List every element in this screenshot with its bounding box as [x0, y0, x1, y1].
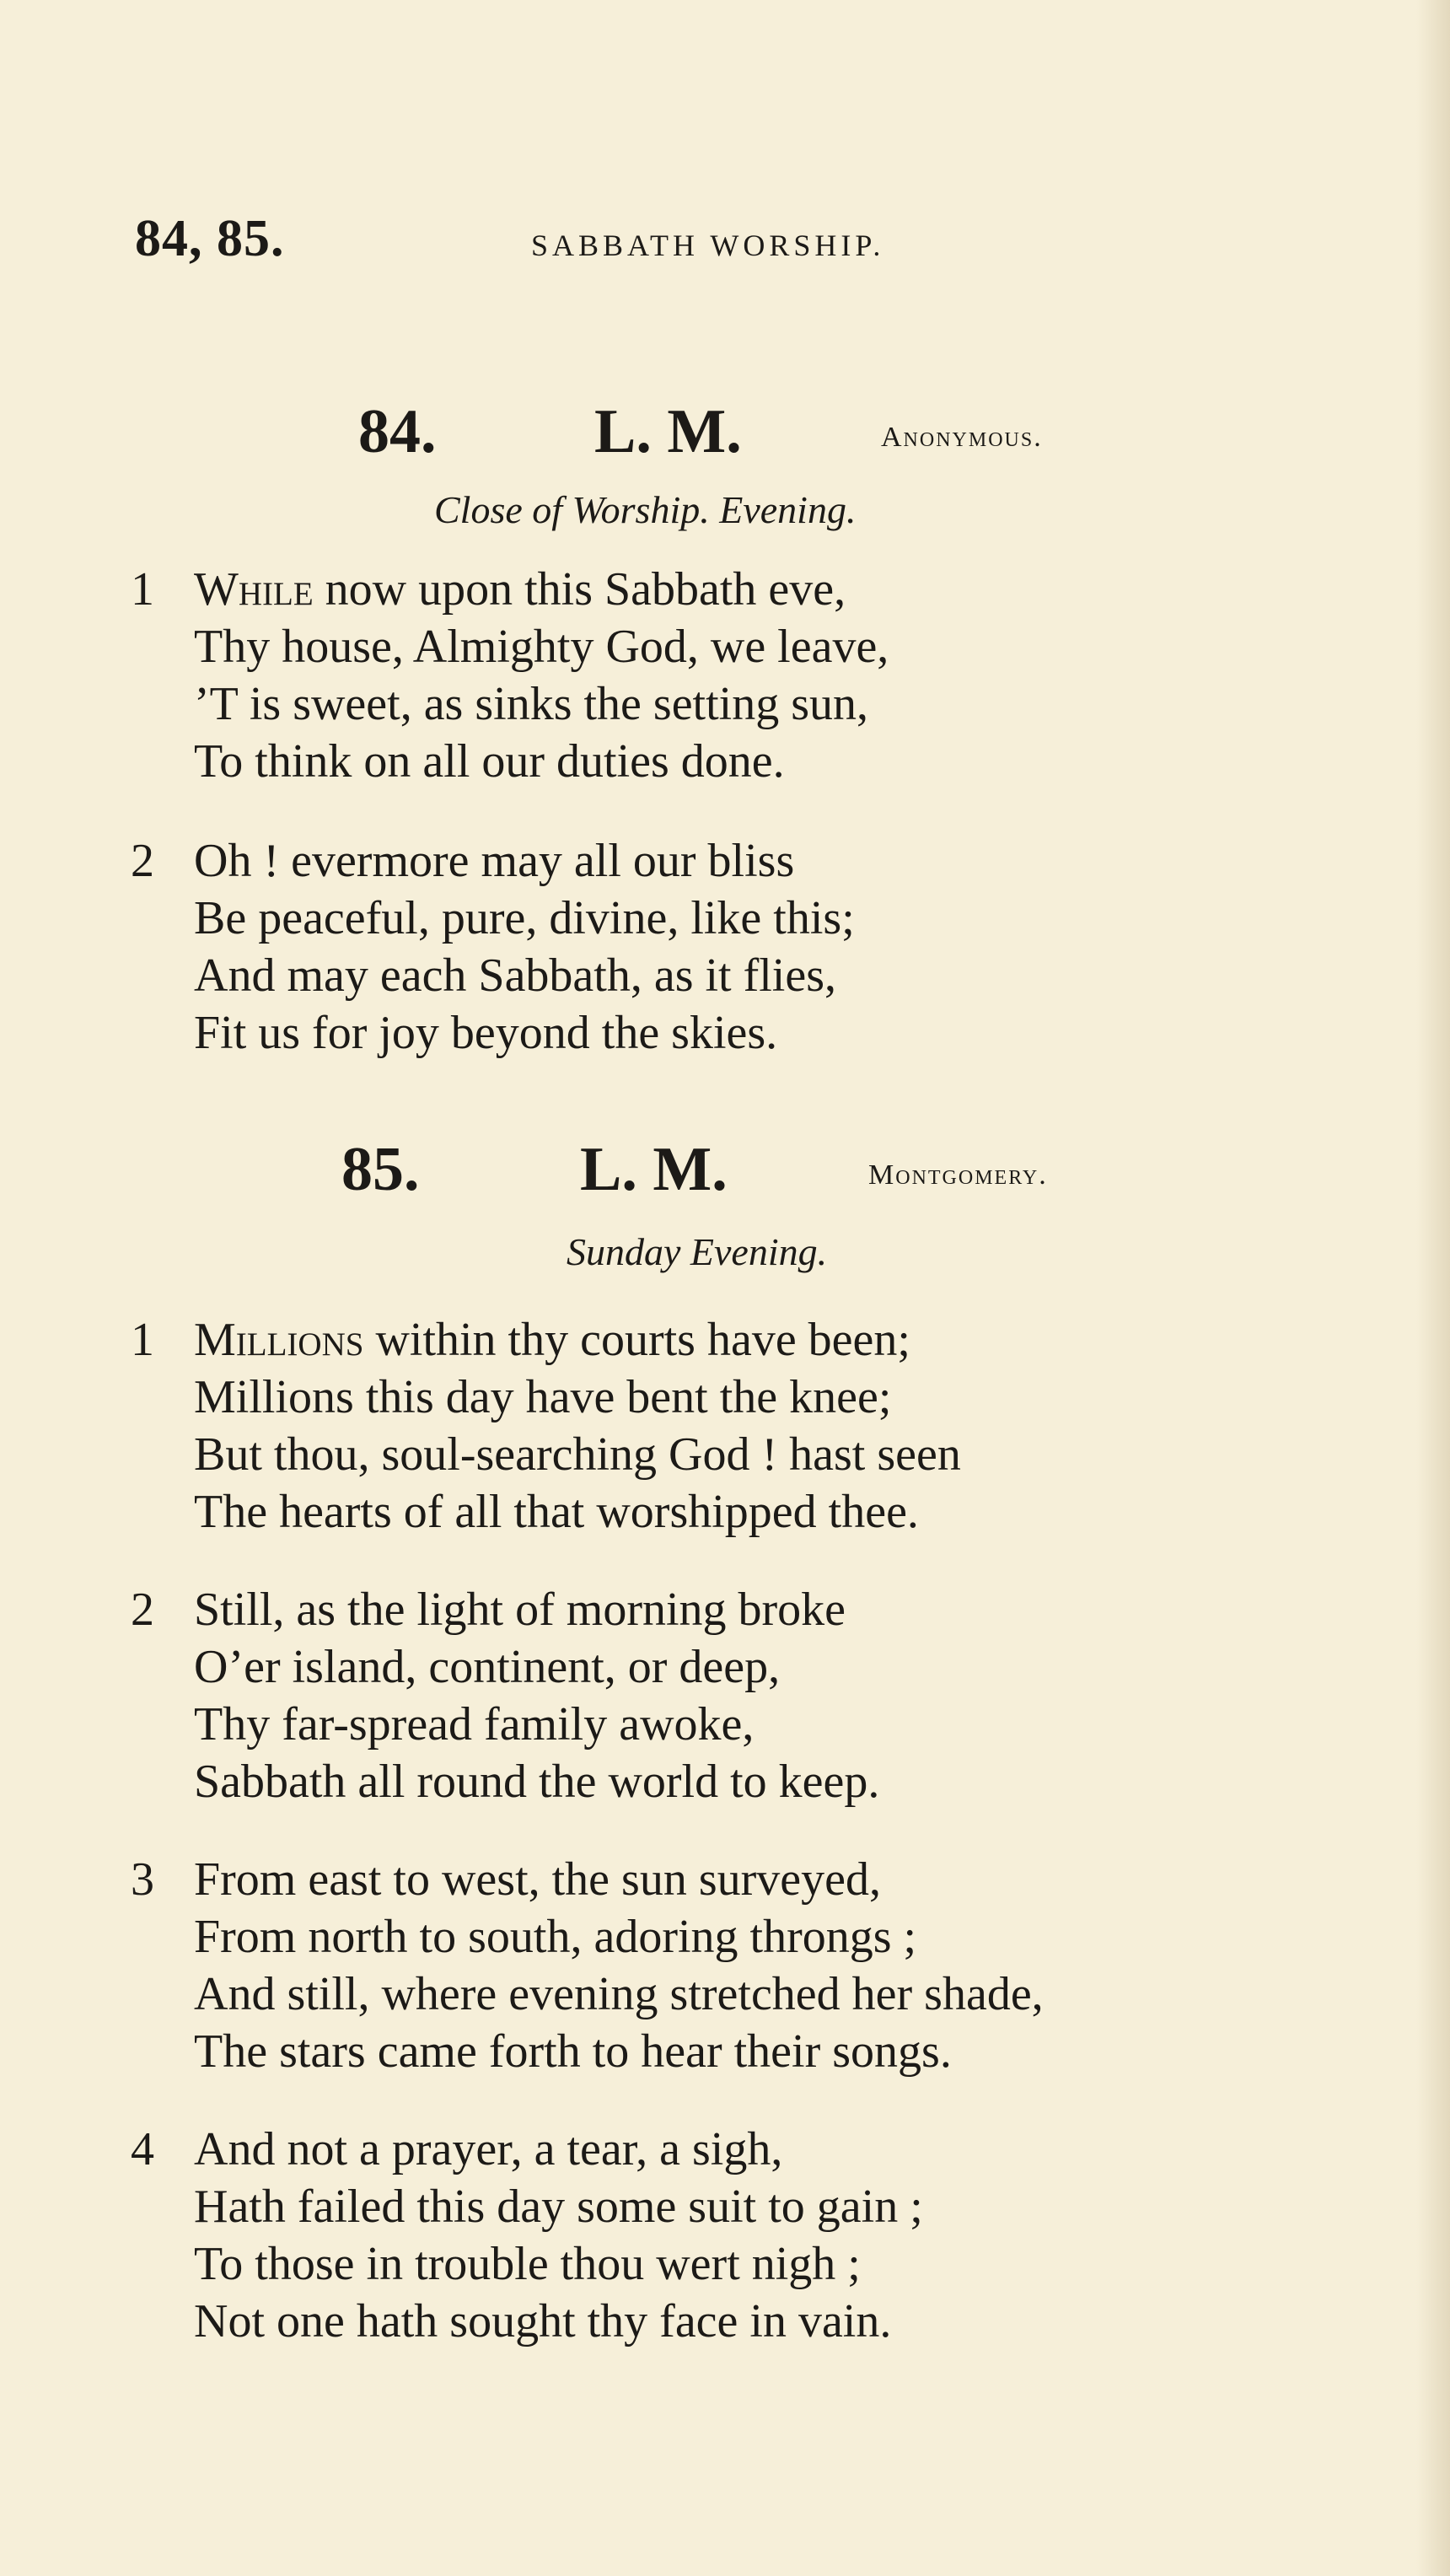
stanza-lines	[194, 2121, 923, 2350]
verse-line: And not a prayer, a tear, a sigh,	[194, 2123, 783, 2175]
stanza-number: 3	[131, 1853, 154, 1906]
page-edge-shading	[1416, 0, 1450, 2576]
verse-line: Be peaceful, pure, divine, like this;	[194, 892, 855, 944]
page-numbers: 84, 85.	[135, 210, 285, 267]
stanza-lines	[194, 1851, 1044, 2080]
first-word: While	[194, 563, 314, 616]
hymn-85-header	[0, 1134, 1450, 1210]
hymn-number: 85.	[341, 1135, 420, 1204]
stanza-lines	[194, 832, 855, 1062]
verse-line	[194, 561, 889, 618]
verse-line: Thy house, Almighty God, we leave,	[194, 621, 889, 673]
verse-line: Still, as the light of morning broke	[194, 1584, 846, 1636]
first-word: Millions	[194, 1314, 364, 1366]
first-line-rest: now upon this Sabbath eve,	[313, 563, 846, 616]
verse-line: The hearts of all that worshipped thee.	[194, 1486, 919, 1538]
hymn-meter: L. M.	[580, 1135, 728, 1204]
hymn-number: 84.	[358, 397, 437, 466]
verse-line: To those in trouble thou wert nigh ;	[194, 2238, 861, 2290]
section-title: SABBATH WORSHIP.	[531, 229, 885, 262]
verse-line	[194, 1311, 961, 1369]
verse-line: To think on all our duties done.	[194, 735, 785, 788]
hymn-meter: L. M.	[594, 397, 742, 466]
verse-line: And may each Sabbath, as it flies,	[194, 949, 837, 1002]
stanza-lines	[194, 1581, 879, 1810]
first-line-rest: within thy courts have been;	[363, 1314, 910, 1366]
stanza-number: 1	[131, 1314, 154, 1366]
verse-line: Hath failed this day some suit to gain ;	[194, 2181, 923, 2233]
verse-line: Not one hath sought thy face in vain.	[194, 2295, 892, 2347]
verse-line: Oh ! evermore may all our bliss	[194, 835, 795, 887]
verse-line: But thou, soul-searching God ! hast seen	[194, 1428, 961, 1481]
hymn-84-header	[0, 396, 1450, 472]
stanza-number: 2	[131, 835, 154, 887]
hymn-author: Montgomery.	[868, 1159, 1048, 1191]
verse-line: Millions this day have bent the knee;	[194, 1371, 892, 1423]
verse-line: Fit us for joy beyond the skies.	[194, 1007, 778, 1059]
verse-line: And still, where evening stretched her shade,	[194, 1968, 1044, 2020]
stanza-number: 4	[131, 2123, 154, 2175]
verse-line: From east to west, the sun surveyed,	[194, 1853, 881, 1906]
verse-line: Sabbath all round the world to keep.	[194, 1756, 880, 1808]
verse-line: ’T is sweet, as sinks the setting sun,	[194, 678, 869, 730]
stanza-number: 2	[131, 1584, 154, 1636]
verse-line: O’er island, continent, or deep,	[194, 1641, 781, 1693]
running-head	[135, 209, 1231, 277]
hymn-85-subtitle: Sunday Evening.	[567, 1230, 828, 1273]
verse-line: The stars came forth to hear their songs.	[194, 2025, 952, 2078]
hymn-84-subtitle: Close of Worship. Evening.	[434, 488, 857, 531]
verse-line: From north to south, adoring throngs ;	[194, 1911, 917, 1963]
hymn-author: Anonymous.	[881, 422, 1043, 453]
verse-line: Thy far-spread family awoke,	[194, 1698, 755, 1750]
stanza-number: 1	[131, 563, 154, 616]
stanza-lines	[194, 561, 889, 790]
stanza-lines	[194, 1311, 961, 1541]
